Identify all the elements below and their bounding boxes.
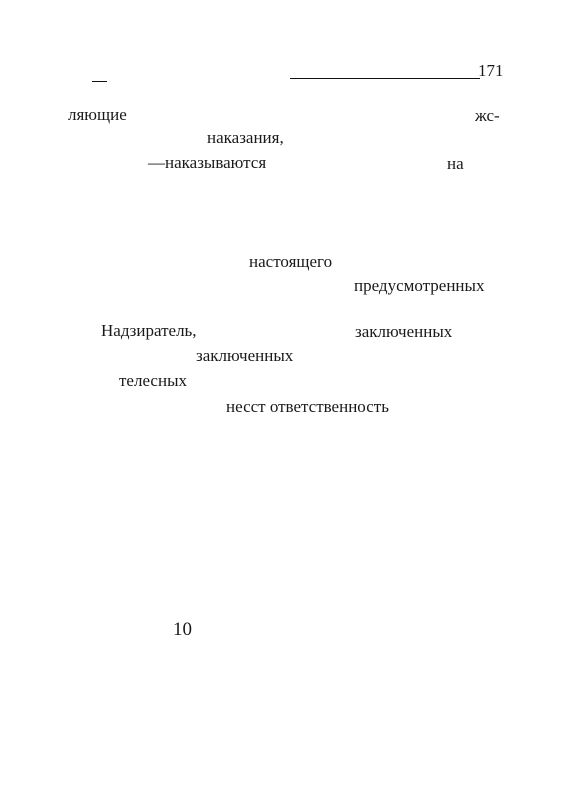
text-fragment: наказания, xyxy=(207,128,284,147)
page-number: 171 xyxy=(478,61,504,80)
text-fragment: Надзиратель, xyxy=(101,321,197,340)
text-fragment: телесных xyxy=(119,371,187,390)
text-fragment: заключенных xyxy=(355,322,453,341)
text-fragment: заключенных xyxy=(196,346,294,365)
header-rule-right xyxy=(290,78,480,79)
text-fragment: настоящего xyxy=(249,252,333,271)
text-fragment: жс- xyxy=(475,106,500,125)
text-fragment: несст ответственность xyxy=(226,397,389,416)
text-fragment: —наказываются xyxy=(148,153,267,172)
footer-number: 10 xyxy=(173,619,192,640)
text-fragment: предусмотренных xyxy=(354,276,485,295)
text-fragment: ляющие xyxy=(68,105,127,124)
text-fragment: на xyxy=(447,154,464,173)
header-rule-left xyxy=(92,81,107,82)
